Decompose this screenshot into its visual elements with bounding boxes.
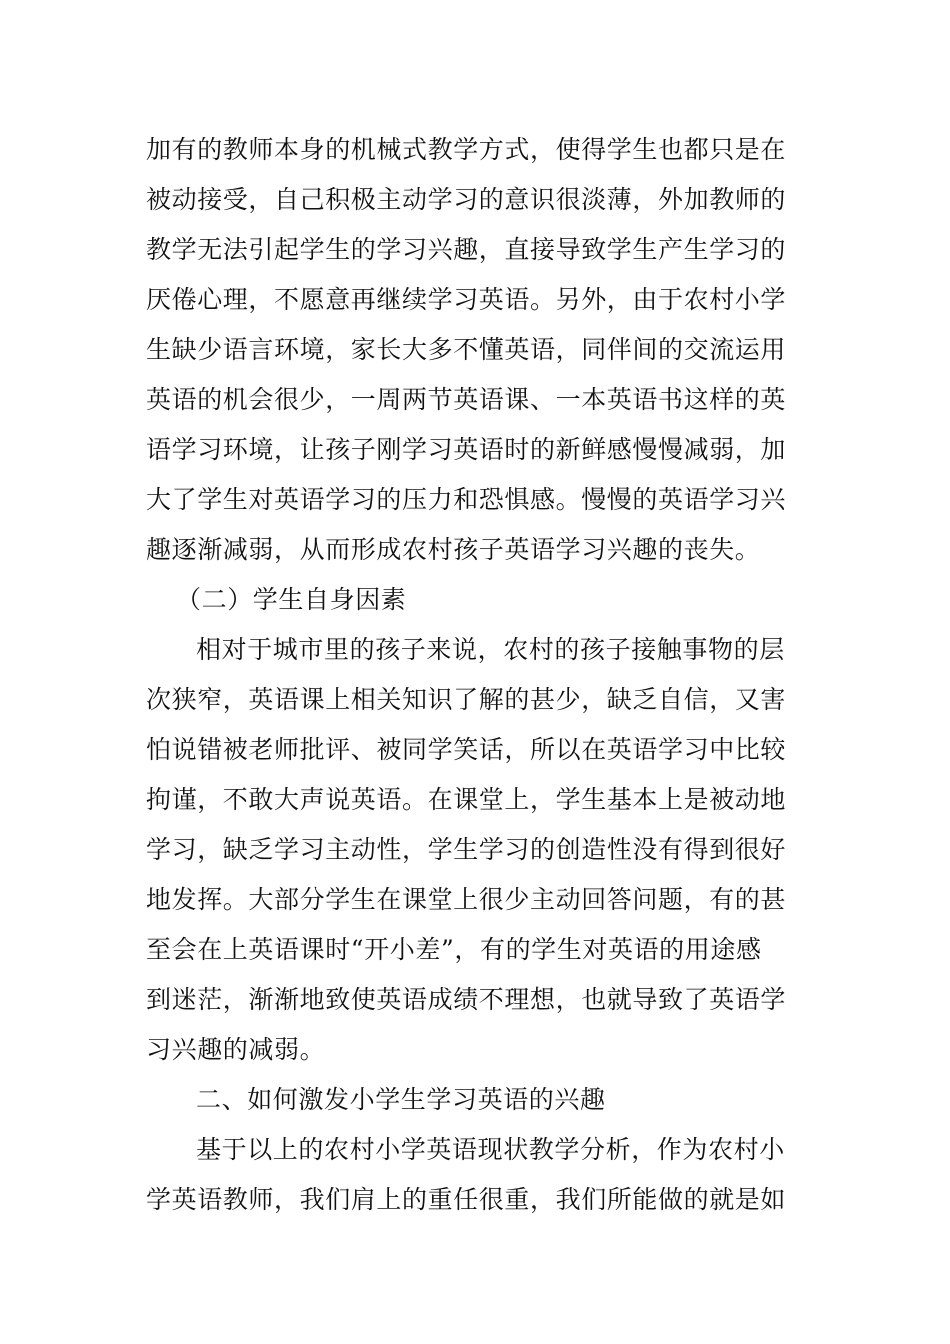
paragraph-line: 厌倦心理，不愿意再继续学习英语。另外，由于农村小学: [146, 285, 787, 314]
paragraph-line: 地发挥。大部分学生在课堂上很少主动回答问题，有的甚: [146, 885, 787, 914]
paragraph-line: 次狭窄，英语课上相关知识了解的甚少，缺乏自信，又害: [146, 685, 787, 714]
paragraph-line: 基于以上的农村小学英语现状教学分析，作为农村小: [196, 1135, 785, 1164]
paragraph-line: 教学无法引起学生的学习兴趣，直接导致学生产生学习的: [146, 235, 787, 264]
paragraph-line: 到迷茫，渐渐地致使英语成绩不理想，也就导致了英语学: [146, 985, 787, 1014]
paragraph-line: 学习，缺乏学习主动性，学生学习的创造性没有得到很好: [146, 835, 787, 864]
paragraph-line: 英语的机会很少，一周两节英语课、一本英语书这样的英: [146, 385, 787, 414]
paragraph-line: 生缺少语言环境，家长大多不懂英语，同伴间的交流运用: [146, 335, 787, 364]
paragraph-line: 至会在上英语课时“开小差”，有的学生对英语的用途感: [146, 935, 762, 964]
paragraph-line: 拘谨，不敢大声说英语。在课堂上，学生基本上是被动地: [146, 785, 787, 814]
paragraph-line: 语学习环境，让孩子刚学习英语时的新鲜感慢慢减弱，加: [146, 435, 787, 464]
paragraph-line: 趣逐渐减弱，从而形成农村孩子英语学习兴趣的丧失。: [146, 535, 761, 564]
paragraph-line: 加有的教师本身的机械式教学方式，使得学生也都只是在: [146, 135, 787, 164]
paragraph-line: 学英语教师，我们肩上的重任很重，我们所能做的就是如: [146, 1185, 787, 1214]
paragraph-line: 习兴趣的减弱。: [146, 1035, 326, 1064]
section-heading: （二）学生自身因素: [176, 585, 407, 614]
paragraph-line: 大了学生对英语学习的压力和恐惧感。慢慢的英语学习兴: [146, 485, 787, 514]
paragraph-line: 怕说错被老师批评、被同学笑话，所以在英语学习中比较: [146, 735, 787, 764]
paragraph-line: 被动接受，自己积极主动学习的意识很淡薄，外加教师的: [146, 185, 787, 214]
paragraph-line: 相对于城市里的孩子来说，农村的孩子接触事物的层: [196, 635, 785, 664]
section-heading: 二、如何激发小学生学习英语的兴趣: [196, 1085, 606, 1114]
